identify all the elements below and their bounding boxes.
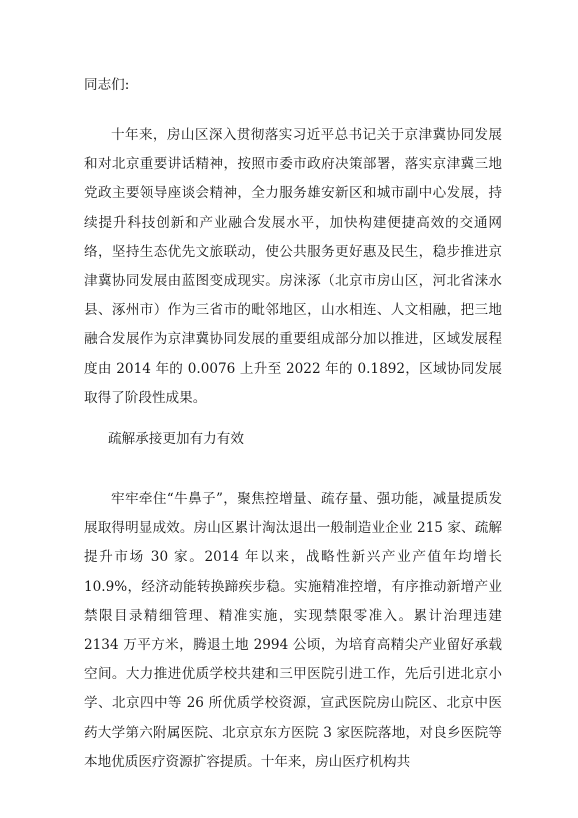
body-paragraph-1: 十年来，房山区深入贯彻落实习近平总书记关于京津冀协同发展和对北京重要讲话精神，按照市委市政府决策部署，落实京津冀三地党政主要领导座谈会精神，全力服务雄安新区和城市副中心发展，持续提升科技创新和产业融合发展水平，加快构建便捷高效的交通网络，坚持生态优先文旅联动，使公共服务更好惠及民生，稳步推进京津冀协同发展由蓝图变成现实。房涞涿（北京市房山区，河北省涞水县、涿州市）作为三省市的毗邻地区，山水相连、人文相融，把三地融合发展作为京津冀协同发展的重要组成部分加以推进，区域发展程度由 2014 年的 0.0076 上升至 2022 年的 0.1892，区域协同发展取得了阶段性成果。 [84,127,502,406]
salutation: 同志们: [84,77,130,93]
body-paragraph-2: 牢牢牵住“牛鼻子”，聚焦控增量、疏存量、强功能，减量提质发展取得明显成效。房山区累计淘汰退出一般制造业企业 215 家、疏解提升市场 30 家。2014 年以来，战略性新兴产业产值年均增长 10.9%，经济动能转换蹄疾步稳。实施精准控增，有序推动新增产业禁限目录精细管理、精准实施，实现禁限零准入。累计治理违建 2134 万平方米，腾退土地 2994 公顷，为培育高精尖产业留好承载空间。大力推进优质学校共建和三甲医院引进工作，先后引进北京小学、北京四中等 26 所优质学校资源，宣武医院房山院区、北京中医药大学第六附属医院、北京京东方医院 3 家医院落地，对良乡医院等本地优质医疗资源扩容提质。十年来，房山医疗机构共 [84,491,502,770]
section-heading: 疏解承接更加有力有效 [108,431,244,447]
